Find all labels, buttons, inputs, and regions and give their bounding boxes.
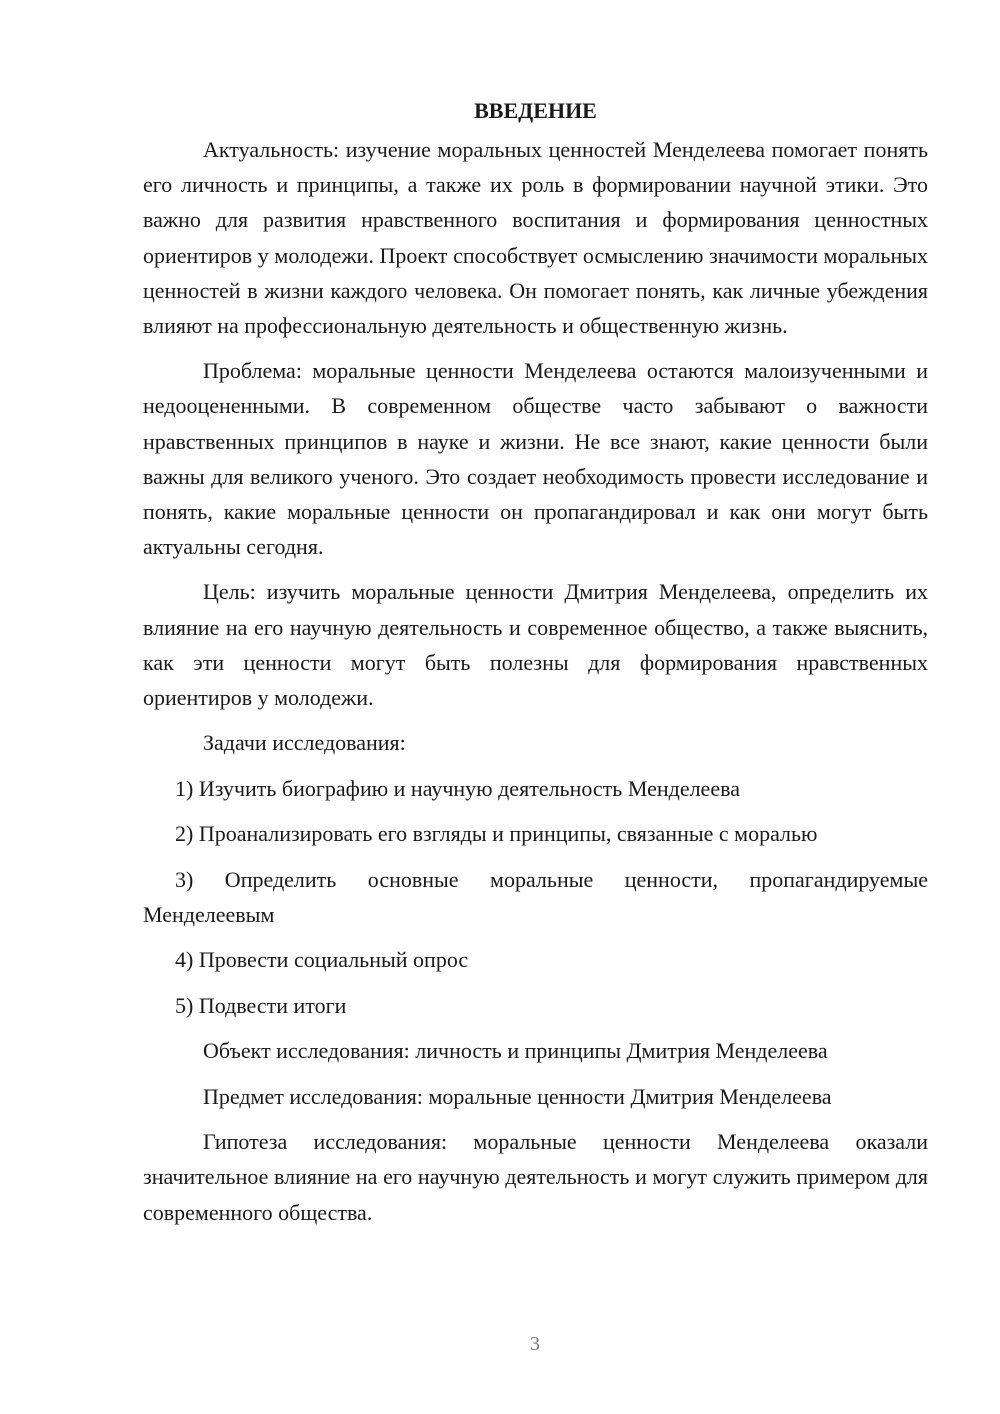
section-title: ВВЕДЕНИЕ <box>474 98 597 123</box>
research-object: Объект исследования: личность и принципы Дмитрия Менделеева <box>203 1038 828 1064</box>
task-item-1: 1) Изучить биографию и научную деятельность Менделеева <box>175 775 740 801</box>
task-item-2: 2) Проанализировать его взгляды и принципы, связанные с моралью <box>175 821 818 847</box>
research-subject: Предмет исследования: моральные ценности Дмитрия Менделеева <box>203 1083 832 1109</box>
page-content <box>143 93 928 1240</box>
task-item-4: 4) Провести социальный опрос <box>175 947 469 973</box>
task-item-3: 3) Определить основные моральные ценности, пропагандируемые Менделеевым <box>143 866 928 927</box>
goal-paragraph: Цель: изучить моральные ценности Дмитрия Менделеева, определить их влияние на его научную деятельность и современное общество, а также выяснить, как эти ценности могут быть полезны для формирования нравственных ориентиров у молодежи. <box>143 579 928 711</box>
problem-paragraph: Проблема: моральные ценности Менделеева остаются малоизученными и недооцененными. В современном обществе часто забывают о важности нравственных принципов в науке и жизни. Не все знают, какие ценности были важны для великого ученого. Это создает необходимость провести исследование и понять, какие моральные ценности он пропагандировал и как они могут быть актуальны сегодня. <box>143 358 928 560</box>
task-item-5: 5) Подвести итоги <box>175 992 347 1018</box>
relevance-paragraph: Актуальность: изучение моральных ценностей Менделеева помогает понять его личность и принципы, а также их роль в формировании научной этики. Это важно для развития нравственного воспитания и формирования ценностных ориентиров у молодежи. Проект способствует осмыслению значимости моральных ценностей в жизни каждого человека. Он помогает понять, как личные убеждения влияют на профессиональную деятельность и общественную жизнь. <box>143 137 928 339</box>
page-number: 3 <box>530 1333 540 1355</box>
tasks-heading: Задачи исследования: <box>203 730 406 756</box>
hypothesis-paragraph: Гипотеза исследования: моральные ценности Менделеева оказали значительное влияние на его научную деятельность и могут служить примером для современного общества. <box>143 1129 928 1225</box>
